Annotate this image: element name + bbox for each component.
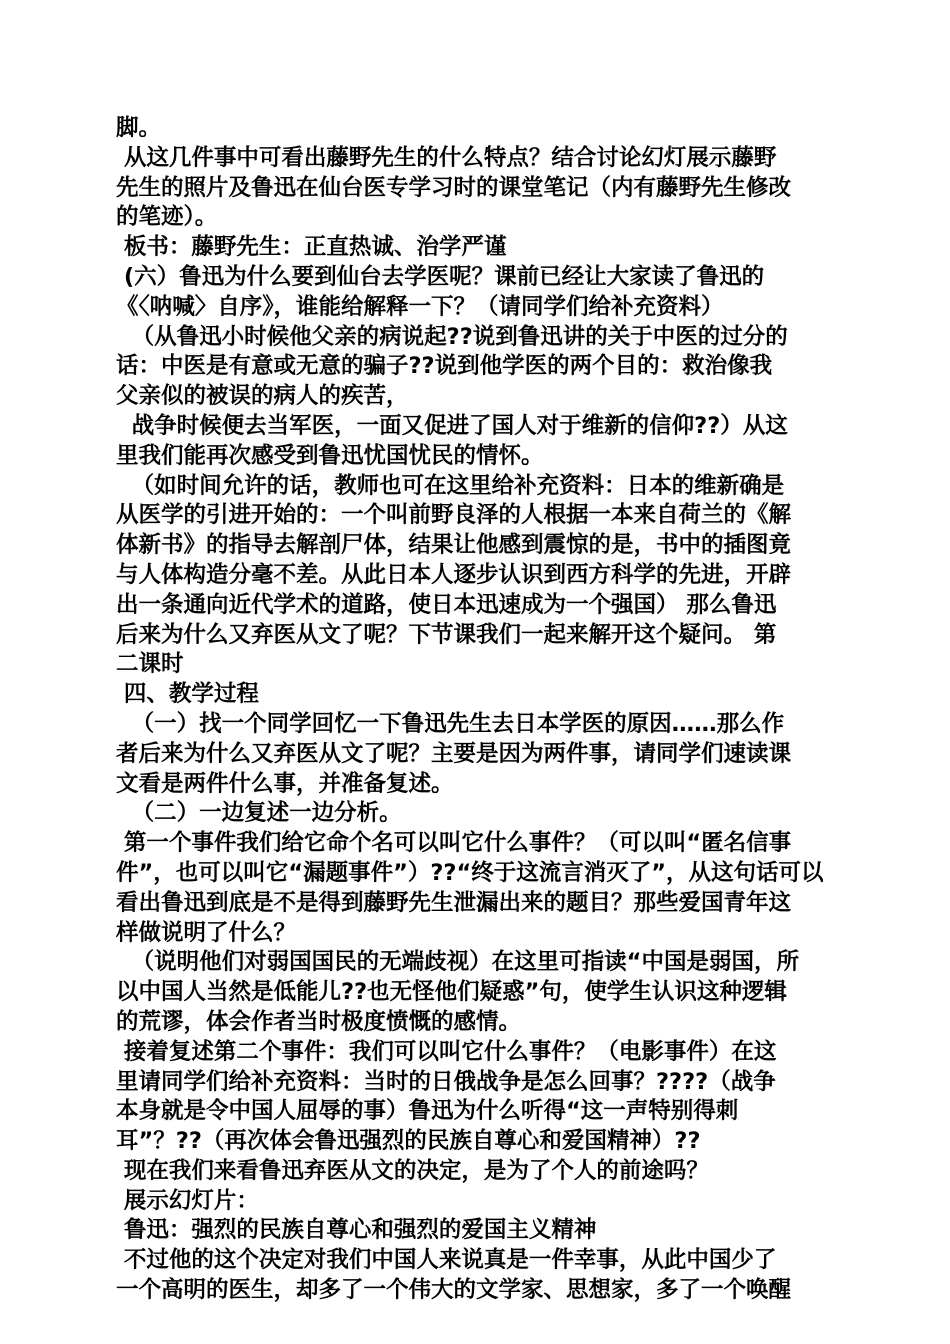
text-line: 脚。 xyxy=(116,115,162,141)
text-line: （说明他们对弱国国民的无端歧视）在这里可指读“中国是弱国，所 xyxy=(116,949,799,976)
text-line: 战争时候便去当军医，一面又促进了国人对于维新的信仰??）从这 xyxy=(116,412,788,439)
text-line: （从鲁迅小时候他父亲的病说起??说到鲁迅讲的关于中医的过分的 xyxy=(116,323,788,350)
text-line: 里请同学们给补充资料：当时的日俄战争是怎么回事？????（战争 xyxy=(116,1068,776,1095)
text-line: 不过他的这个决定对我们中国人来说真是一件幸事，从此中国少了 xyxy=(116,1247,777,1274)
text-line: （一）找一个同学回忆一下鲁迅先生去日本学医的原因……那么作 xyxy=(116,710,785,737)
text-line: 从这几件事中可看出藤野先生的什么特点？结合讨论幻灯展示藤野 xyxy=(116,144,777,171)
text-line: 看出鲁迅到底是不是得到藤野先生泄漏出来的题目？那些爱国青年这 xyxy=(116,889,792,916)
text-line: 的笔迹）。 xyxy=(116,204,218,231)
text-line: 体新书》的指导去解剖尸体，结果让他感到震惊的是，书中的插图竟 xyxy=(116,532,792,559)
text-line: 《〈呐喊〉自序》，谁能给解释一下？（请同学们给补充资料） xyxy=(116,293,724,320)
text-line: 者后来为什么又弃医从文了呢？主要是因为两件事，请同学们速读课 xyxy=(116,740,792,767)
text-line: 板书：藤野先生：正直热诚、治学严谨 xyxy=(116,234,507,261)
text-line: 本身就是令中国人屈辱的事）鲁迅为什么听得“这一声特别得刺 xyxy=(116,1098,739,1125)
text-line: 样做说明了什么？ xyxy=(116,919,297,946)
text-line: 文看是两件什么事，并准备复述。 xyxy=(116,770,454,797)
text-line: 话：中医是有意或无意的骗子??说到他学医的两个目的：救治像我 xyxy=(116,353,773,380)
text-line: 里我们能再次感受到鲁迅忧国忧民的情怀。 xyxy=(116,442,544,469)
text-line: 从医学的引进开始的：一个叫前野良泽的人根据一本来自荷兰的《解 xyxy=(116,502,792,529)
text-line: 一个高明的医生，却多了一个伟大的文学家、思想家，多了一个唤醒 xyxy=(116,1277,792,1304)
text-line: 以中国人当然是低能儿??也无怪他们疑惑”句，使学生认识这种逻辑 xyxy=(116,979,787,1006)
text-line: 父亲似的被误的病人的疾苦， xyxy=(116,383,409,410)
text-line: 第一个事件我们给它命个名可以叫它什么事件？（可以叫“匿名信事 xyxy=(116,830,792,857)
text-line: 接着复述第二个事件：我们可以叫它什么事件？（电影事件）在这 xyxy=(116,1038,777,1065)
text-line: 耳”？??（再次体会鲁迅强烈的民族自尊心和爱国精神）?? xyxy=(116,1128,701,1155)
text-line: 先生的照片及鲁迅在仙台医专学习时的课堂笔记（内有藤野先生修改 xyxy=(116,174,792,201)
text-line: 出一条通向近代学术的道路，使日本迅速成为一个强国） 那么鲁迅 xyxy=(116,591,777,618)
text-line: 二课时 xyxy=(116,651,184,678)
text-line: 鲁迅：强烈的民族自尊心和强烈的爱国主义精神 xyxy=(116,1217,597,1244)
text-line: 与人体构造分毫不差。从此日本人逐步认识到西方科学的先进，开辟 xyxy=(116,561,792,588)
text-line: 的荒谬，体会作者当时极度愤慨的感情。 xyxy=(116,1008,522,1035)
text-line: 展示幻灯片： xyxy=(116,1187,259,1214)
text-line: 件”，也可以叫它“漏题事件”）??“终于这流言消灭了”，从这句话可以 xyxy=(116,859,824,886)
text-line: (六）鲁迅为什么要到仙台去学医呢？课前已经让大家读了鲁迅的 xyxy=(116,263,765,290)
text-line: 现在我们来看鲁迅弃医从文的决定，是为了个人的前途吗？ xyxy=(116,1157,709,1184)
text-line: （二）一边复述一边分析。 xyxy=(116,800,402,827)
text-line: （如时间允许的话，教师也可在这里给补充资料：日本的维新确是 xyxy=(116,472,785,499)
document-body xyxy=(116,114,840,1306)
text-line: 后来为什么又弃医从文了呢？下节课我们一起来解开这个疑问。 第 xyxy=(116,621,777,648)
text-line: 四、教学过程 xyxy=(116,681,259,708)
